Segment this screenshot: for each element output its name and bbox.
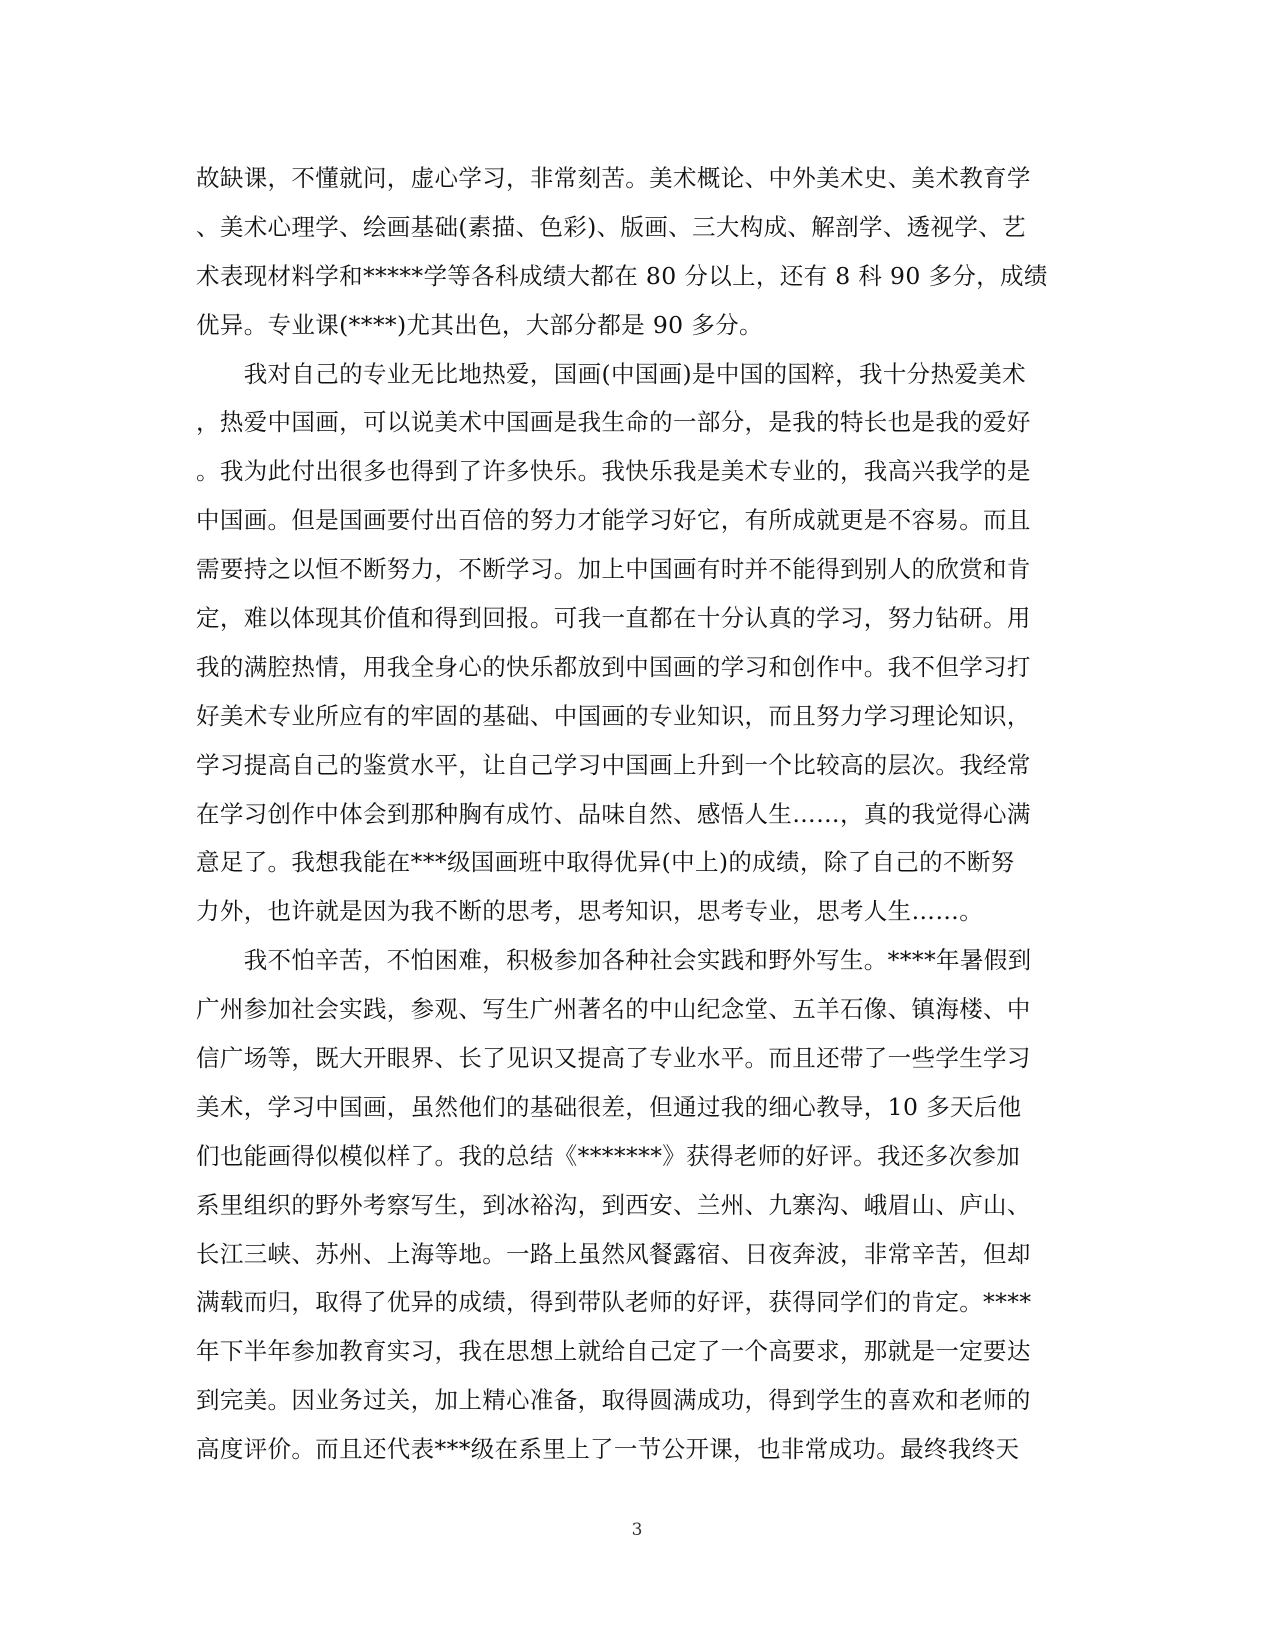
text-line-22: 系里组织的野外考察写生，到冰裕沟，到西安、兰州、九寨沟、峨眉山、庐山、: [196, 1190, 1031, 1219]
text-line-9: 需要持之以恒不断努力，不断学习。加上中国画有时并不能得到别人的欣赏和肯: [196, 555, 1031, 584]
page-number: 3: [631, 1520, 643, 1540]
text-line-23: 长江三峡、苏州、上海等地。一路上虽然风餐露宿、日夜奔波，非常辛苦，但却: [196, 1239, 1031, 1268]
text-line-13: 学习提高自己的鉴赏水平，让自己学习中国画上升到一个比较高的层次。我经常: [196, 750, 1031, 779]
text-line-20: 美术，学习中国画，虽然他们的基础很差，但通过我的细心教导，10 多天后他: [196, 1092, 1022, 1121]
text-line-24: 满载而归，取得了优异的成绩，得到带队老师的好评，获得同学们的肯定。****: [196, 1288, 1032, 1317]
text-line-4: 优异。专业课(****)尤其出色，大部分都是 90 多分。: [196, 310, 763, 339]
text-line-27: 高度评价。而且还代表***级在系里上了一节公开课，也非常成功。最终我终天: [196, 1435, 1020, 1464]
text-line-16: 力外，也许就是因为我不断的思考，思考知识，思考专业，思考人生……。: [196, 897, 984, 926]
text-line-3: 术表现材料学和*****学等各科成绩大都在 80 分以上，还有 8 科 90 多分，成绩: [196, 261, 1048, 290]
text-line-8: 中国画。但是国画要付出百倍的努力才能学习好它，有所成就更是不容易。而且: [196, 506, 1031, 535]
text-line-15: 意足了。我想我能在***级国画班中取得优异(中上)的成绩，除了自己的不断努: [196, 848, 1015, 877]
body-text: [196, 154, 1076, 1474]
text-line-26: 到完美。因业务过关，加上精心准备，取得圆满成功，得到学生的喜欢和老师的: [196, 1386, 1031, 1415]
text-line-5: 我对自己的专业无比地热爱，国画(中国画)是中国的国粹，我十分热爱美术: [196, 359, 1026, 388]
text-line-1: 故缺课，不懂就问，虚心学习，非常刻苦。美术概论、中外美术史、美术教育学: [196, 164, 1031, 192]
text-line-18: 广州参加社会实践，参观、写生广州著名的中山纪念堂、五羊石像、镇海楼、中: [196, 995, 1031, 1024]
text-line-17: 我不怕辛苦，不怕困难，积极参加各种社会实践和野外写生。****年暑假到: [196, 946, 1032, 975]
text-line-21: 们也能画得似模似样了。我的总结《*******》获得老师的好评。我还多次参加: [196, 1141, 1021, 1170]
text-line-25: 年下半年参加教育实习，我在思想上就给自己定了一个高要求，那就是一定要达: [196, 1337, 1031, 1366]
text-line-19: 信广场等，既大开眼界、长了见识又提高了专业水平。而且还带了一些学生学习: [196, 1044, 1031, 1073]
text-line-2: 、美术心理学、绘画基础(素描、色彩)、版画、三大构成、解剖学、透视学、艺: [196, 212, 1026, 241]
text-line-7: 。我为此付出很多也得到了许多快乐。我快乐我是美术专业的，我高兴我学的是: [196, 457, 1031, 486]
text-line-11: 我的满腔热情，用我全身心的快乐都放到中国画的学习和创作中。我不但学习打: [196, 652, 1031, 681]
text-line-10: 定，难以体现其价值和得到回报。可我一直都在十分认真的学习，努力钻研。用: [196, 604, 1031, 633]
text-line-12: 好美术专业所应有的牢固的基础、中国画的专业知识，而且努力学习理论知识，: [196, 701, 1031, 730]
text-line-6: ，热爱中国画，可以说美术中国画是我生命的一部分，是我的特长也是我的爱好: [196, 408, 1031, 437]
text-line-14: 在学习创作中体会到那种胸有成竹、品味自然、感悟人生……，真的我觉得心满: [196, 799, 1031, 828]
